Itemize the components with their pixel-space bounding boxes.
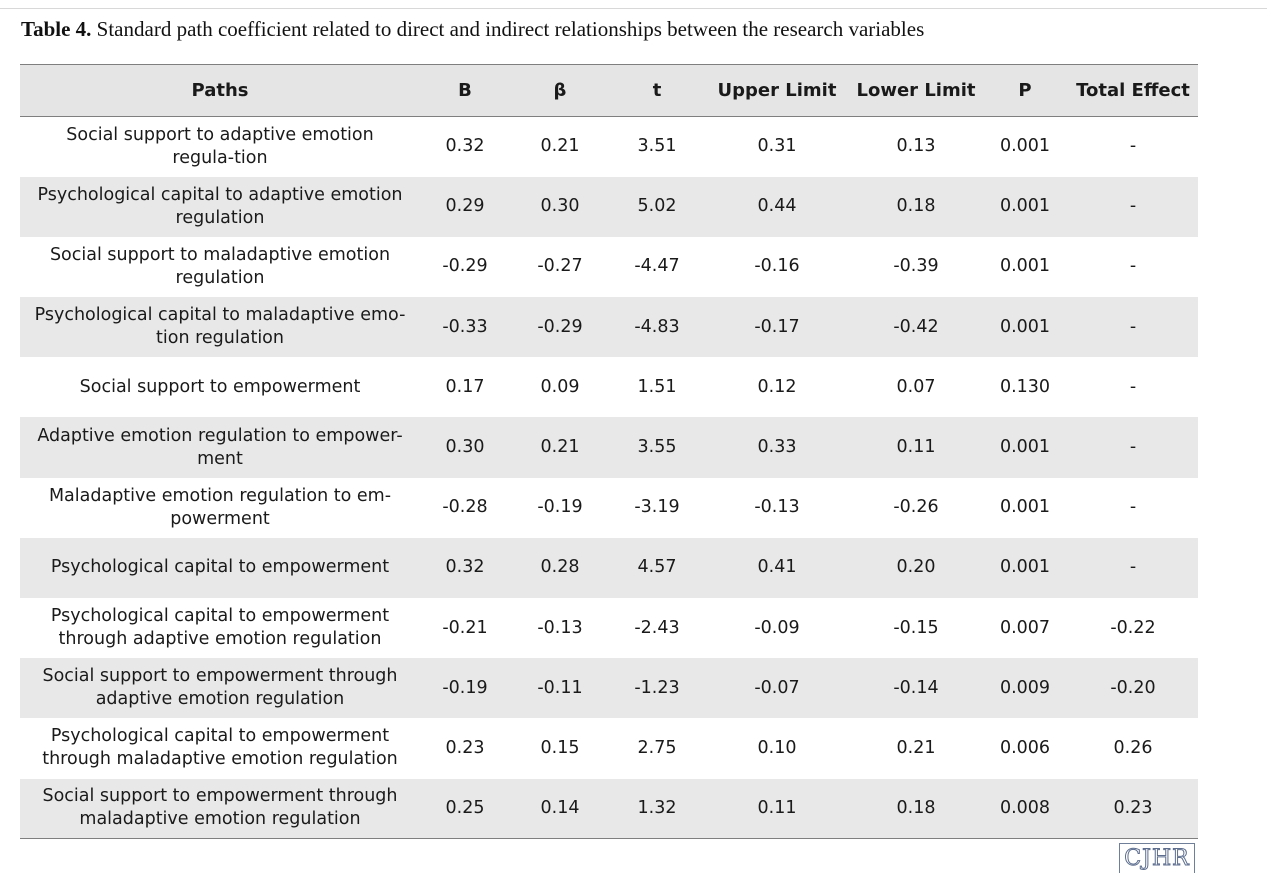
table-row xyxy=(20,478,1198,538)
upper-limit-cell: -0.09 xyxy=(754,617,800,638)
beta-cell: 0.15 xyxy=(540,737,580,758)
t-cell: -4.47 xyxy=(634,256,680,277)
t-cell: -1.23 xyxy=(634,677,680,698)
beta-cell: 0.30 xyxy=(540,196,580,217)
header-beta: β xyxy=(510,65,610,117)
b-cell: 0.23 xyxy=(445,737,485,758)
p-cell: 0.130 xyxy=(999,376,1051,397)
path-cell: Psychological capital to empowerment through maladaptive emotion regulation xyxy=(42,726,398,770)
t-cell: 3.55 xyxy=(637,437,677,458)
path-cell: Social support to empowerment through adaptive emotion regulation xyxy=(42,666,398,710)
upper-limit-cell: -0.07 xyxy=(754,677,800,698)
table-row xyxy=(20,117,1198,177)
total-effect-cell: - xyxy=(1129,136,1137,157)
upper-limit-cell: -0.13 xyxy=(754,497,800,518)
lower-limit-cell: -0.26 xyxy=(893,497,939,518)
beta-cell: -0.11 xyxy=(537,677,583,698)
t-cell: 5.02 xyxy=(637,196,677,217)
header-paths: Paths xyxy=(20,65,420,117)
caption-text: Standard path coefficient related to direct and indirect relationships between the research variables xyxy=(96,17,925,41)
t-cell: 1.32 xyxy=(610,779,704,839)
t-cell: 2.75 xyxy=(637,737,677,758)
table-row xyxy=(20,718,1198,778)
total-effect-cell: - xyxy=(1129,196,1137,217)
lower-limit-cell: -0.14 xyxy=(893,677,939,698)
cjhr-logo: CJHR xyxy=(1119,843,1195,873)
path-cell: Social support to maladaptive emotion regulation xyxy=(49,244,391,288)
path-coefficient-table xyxy=(20,64,1198,839)
b-cell: 0.25 xyxy=(420,779,510,839)
p-cell: 0.001 xyxy=(999,196,1051,217)
table-row xyxy=(20,779,1198,839)
total-effect-cell: - xyxy=(1129,316,1137,337)
beta-cell: 0.28 xyxy=(540,557,580,578)
upper-limit-cell: -0.16 xyxy=(754,256,800,277)
upper-limit-cell: 0.31 xyxy=(757,136,797,157)
p-cell: 0.009 xyxy=(999,677,1051,698)
path-cell: Social support to empowerment through maladaptive emotion regulation xyxy=(20,779,420,839)
p-cell: 0.001 xyxy=(999,316,1051,337)
beta-cell: -0.13 xyxy=(537,617,583,638)
lower-limit-cell: -0.39 xyxy=(893,256,939,277)
lower-limit-cell: 0.20 xyxy=(896,557,936,578)
lower-limit-cell: 0.21 xyxy=(896,737,936,758)
p-cell: 0.008 xyxy=(982,779,1068,839)
table-caption xyxy=(21,17,924,42)
top-divider xyxy=(0,8,1267,9)
p-cell: 0.001 xyxy=(999,256,1051,277)
total-effect-cell: -0.22 xyxy=(1110,617,1156,638)
header-p: P xyxy=(982,65,1068,117)
p-cell: 0.001 xyxy=(999,437,1051,458)
beta-cell: 0.14 xyxy=(510,779,610,839)
lower-limit-cell: 0.18 xyxy=(850,779,982,839)
upper-limit-cell: 0.11 xyxy=(704,779,850,839)
lower-limit-cell: -0.15 xyxy=(893,617,939,638)
t-cell: 3.51 xyxy=(637,136,677,157)
b-cell: 0.32 xyxy=(445,136,485,157)
b-cell: -0.19 xyxy=(442,677,488,698)
path-cell: Psychological capital to empowerment through adaptive emotion regulation xyxy=(50,606,390,650)
table-row xyxy=(20,237,1198,297)
t-cell: 4.57 xyxy=(637,557,677,578)
t-cell: -2.43 xyxy=(634,617,680,638)
b-cell: 0.30 xyxy=(445,437,485,458)
b-cell: -0.28 xyxy=(442,497,488,518)
lower-limit-cell: 0.07 xyxy=(896,376,936,397)
table-row xyxy=(20,417,1198,477)
total-effect-cell: - xyxy=(1129,376,1137,397)
lower-limit-cell: 0.13 xyxy=(896,136,936,157)
t-cell: -4.83 xyxy=(634,316,680,337)
upper-limit-cell: 0.41 xyxy=(757,557,797,578)
header-b: B xyxy=(420,65,510,117)
table-row xyxy=(20,598,1198,658)
upper-limit-cell: 0.44 xyxy=(757,196,797,217)
upper-limit-cell: 0.12 xyxy=(757,376,797,397)
path-cell: Psychological capital to adaptive emotion regulation xyxy=(37,184,403,228)
beta-cell: -0.19 xyxy=(537,497,583,518)
table-row xyxy=(20,177,1198,237)
lower-limit-cell: 0.18 xyxy=(896,196,936,217)
p-cell: 0.006 xyxy=(999,737,1051,758)
table-header-row xyxy=(20,65,1198,117)
lower-limit-cell: -0.42 xyxy=(893,316,939,337)
total-effect-cell: - xyxy=(1129,557,1137,578)
b-cell: 0.17 xyxy=(445,376,485,397)
p-cell: 0.001 xyxy=(999,557,1051,578)
beta-cell: -0.27 xyxy=(537,256,583,277)
b-cell: -0.21 xyxy=(442,617,488,638)
p-cell: 0.001 xyxy=(999,497,1051,518)
b-cell: 0.29 xyxy=(445,196,485,217)
total-effect-cell: -0.20 xyxy=(1110,677,1156,698)
upper-limit-cell: 0.10 xyxy=(757,737,797,758)
beta-cell: -0.29 xyxy=(537,316,583,337)
header-upper-limit: Upper Limit xyxy=(704,65,850,117)
total-effect-cell: - xyxy=(1129,497,1137,518)
beta-cell: 0.21 xyxy=(540,437,580,458)
header-total-effect: Total Effect xyxy=(1068,65,1198,117)
t-cell: -3.19 xyxy=(634,497,680,518)
p-cell: 0.007 xyxy=(999,617,1051,638)
path-cell: Adaptive emotion regulation to empower-ment xyxy=(37,425,403,469)
upper-limit-cell: 0.33 xyxy=(757,437,797,458)
path-cell: Social support to adaptive emotion regula-tion xyxy=(66,124,374,168)
b-cell: -0.33 xyxy=(442,316,488,337)
lower-limit-cell: 0.11 xyxy=(896,437,936,458)
path-cell: Maladaptive emotion regulation to em-powerment xyxy=(48,485,392,529)
table-row xyxy=(20,357,1198,417)
beta-cell: 0.09 xyxy=(540,376,580,397)
b-cell: 0.32 xyxy=(445,557,485,578)
path-cell: Psychological capital to empowerment xyxy=(50,557,390,578)
p-cell: 0.001 xyxy=(999,136,1051,157)
total-effect-cell: 0.23 xyxy=(1068,779,1198,839)
header-lower-limit: Lower Limit xyxy=(850,65,982,117)
table-row xyxy=(20,297,1198,357)
t-cell: 1.51 xyxy=(637,376,677,397)
table-row xyxy=(20,538,1198,598)
total-effect-cell: - xyxy=(1129,256,1137,277)
table-row xyxy=(20,658,1198,718)
beta-cell: 0.21 xyxy=(540,136,580,157)
b-cell: -0.29 xyxy=(442,256,488,277)
path-cell: Psychological capital to maladaptive emo-tion regulation xyxy=(34,305,406,349)
total-effect-cell: 0.26 xyxy=(1113,737,1153,758)
total-effect-cell: - xyxy=(1129,437,1137,458)
path-cell: Social support to empowerment xyxy=(79,376,361,397)
upper-limit-cell: -0.17 xyxy=(754,316,800,337)
caption-label: Table 4. xyxy=(21,17,92,41)
header-t: t xyxy=(610,65,704,117)
